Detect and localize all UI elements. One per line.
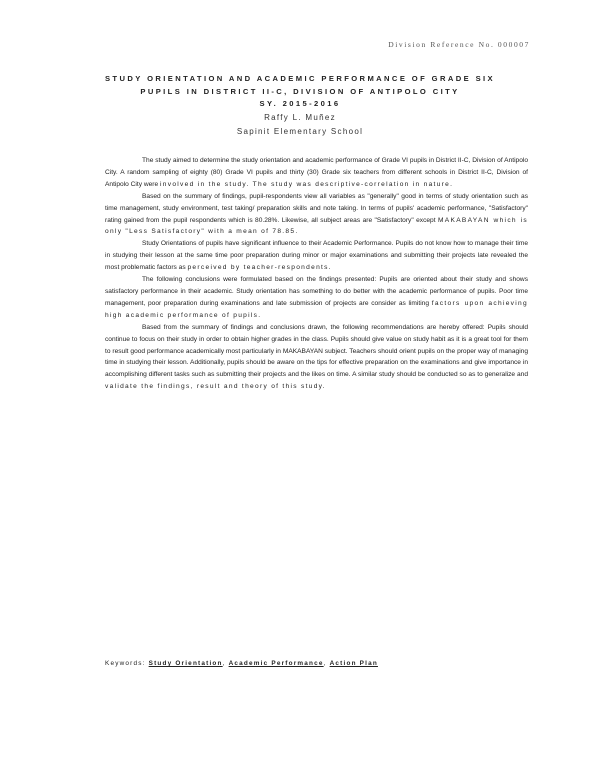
title-line: PUPILS IN DISTRICT II-C, DIVISION OF ANTIPOLO CITY [140, 86, 460, 96]
abstract-paragraph [105, 238, 528, 274]
paragraph-tail: MAKABAYAN which is only "Less Satisfactory" with a mean of 78.85. [105, 216, 528, 236]
paragraph-tail: involved in the study. The study was descriptive-correlation in nature. [159, 180, 454, 188]
school-name: Sapinit Elementary School [236, 127, 364, 136]
keyword-term: Study Orientation [148, 660, 223, 667]
paragraph-text: Based on the summary of findings, pupil-respondents view all variables as "generally" good in terms of study orientation such as time management, study environment, test taking/ preparation skills and note taking. In terms of pupils' academic performance, "Satisfactory" rating gained from the pupil respondents which is 80.28%. Likewise, all subject areas are "Satisfactory" except [105, 192, 528, 224]
keywords-label: Keywords: [105, 660, 146, 667]
paragraph-text: The following conclusions were formulated based on the findings presented: Pupils are oriented about their study and shows satisfactory performance in their academic. Study orientation has something to do better with the academic performance of pupils. Poor time management, poor preparation during examinations and late submission of projects are consider as limiting [105, 276, 528, 307]
keyword-term: Academic Performance [228, 660, 324, 667]
paragraph-tail: validate the findings, result and theory of this study. [105, 383, 326, 391]
title-line: SY. 2015-2016 [259, 99, 341, 109]
paragraph-tail: perceived by teacher-respondents. [187, 264, 332, 272]
division-reference: Division Reference No. 000007 [388, 40, 530, 49]
abstract-body [105, 155, 528, 393]
paper-title [100, 73, 500, 111]
abstract-paragraph [105, 274, 528, 322]
keywords-line: Keywords: Study Orientation, Academic Performance, Action Plan [105, 660, 378, 667]
paragraph-text: The study aimed to determine the study orientation and academic performance of Grade VI pupils in District II-C, Division of Antipolo City. A random sampling of eighty (80) Grade VI pupils and thirty (30) Grade six teachers from different schools in District II-C, Division of Antipolo City were [105, 157, 528, 188]
title-line: STUDY ORIENTATION AND ACADEMIC PERFORMANCE OF GRADE SIX [104, 74, 496, 83]
paragraph-text: Study Orientations of pupils have significant influence to their Academic Performance. Pupils do not know how to manage their time in studying their lesson at the same time poor preparation during minor or major examinations and submitting their projects late revealed the most problematic factors as [105, 240, 528, 272]
paragraph-tail: factors upon achieving high academic performance of pupils. [105, 299, 528, 319]
paragraph-text: Based from the summary of findings and conclusions drawn, the following recommendations are hereby offered: Pupils should continue to focus on their study in order to obtain higher grades in the class. Pupils should give value on study habit as it is a great tool for them to result good performance academically most particularly in MAKABAYAN subject. Teachers should orient pupils on the proper way of managing time in studying their lesson. Additionally, pupils should be aware on the tips for effective preparation on the examinations and give importance in accomplishing different tasks such as submitting their projects and the likes on time. A similar study should be conducted so as to generalize and [105, 323, 528, 379]
abstract-paragraph [105, 191, 528, 239]
author-name: Raffy L. Muñez [264, 113, 336, 122]
abstract-paragraph [105, 155, 528, 191]
keyword-term: Action Plan [329, 660, 378, 667]
abstract-paragraph [105, 322, 528, 393]
